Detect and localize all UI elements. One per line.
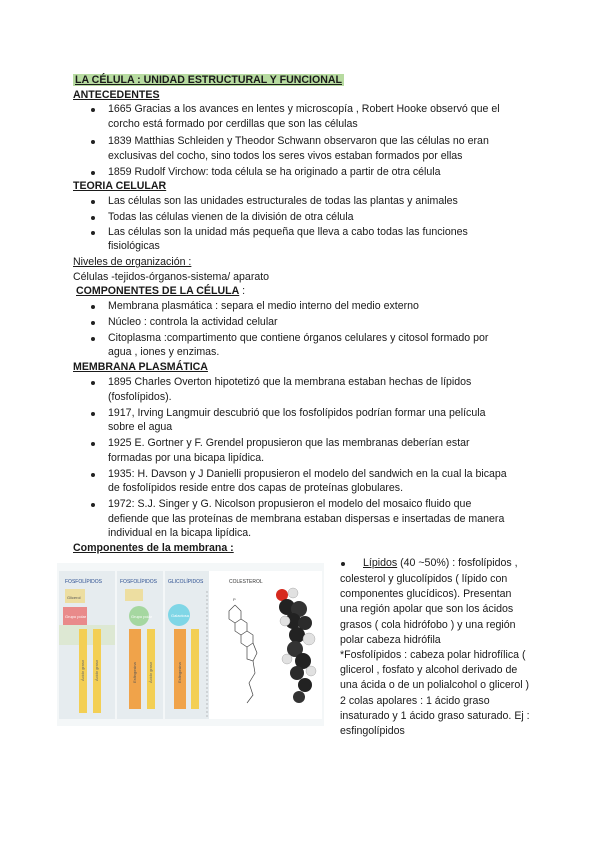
list-item-line: Las células son las unidades estructurales de todas las plantas y animales [108, 195, 458, 207]
niveles-text: Células -tejidos-órganos-sistema/ aparato [73, 271, 270, 283]
polar-group-label: Grupo polar [65, 614, 87, 619]
list-item-line: 1917, Irving Langmuir descubrió que los fosfolípidos podrían formar una película [108, 407, 486, 419]
lipidos-label: Lípidos [363, 557, 398, 569]
list-item-line: Membrana plasmática : separa el medio interno del medio externo [108, 300, 419, 312]
list-item-line: (fosfolípidos). [108, 391, 172, 403]
paragraph-line: esfingolípidos [340, 725, 405, 738]
section-heading-componentes [76, 284, 245, 299]
glycerol-label: Glicerol [67, 595, 81, 600]
componentes-heading-text: COMPONENTES DE LA CÉLULA [76, 285, 240, 297]
bullet [91, 442, 95, 446]
paragraph-line: una región apolar que son los ácidos [340, 603, 514, 616]
componentes-heading-suffix: : [239, 285, 246, 297]
p-label: P [233, 597, 236, 602]
title-text: LA CÉLULA : UNIDAD ESTRUCTURAL Y FUNCIONAL [75, 74, 342, 86]
list-item-line: 1972: S.J. Singer y G. Nicolson propusieron el modelo del mosaico fluido que [108, 498, 472, 510]
list-item-line: Citoplasma :compartimento que contiene órganos celulares y citosol formado por [108, 332, 489, 344]
section-heading-componentes-membrana: Componentes de la membrana : [73, 542, 234, 554]
glycerol-block [125, 589, 143, 601]
list-item-line: Núcleo : controla la actividad celular [108, 316, 278, 328]
paragraph-line: 2 colas apolares : 1 ácido graso [340, 694, 490, 707]
list-item-line: defiende que las proteínas de membrana estaban dispersas e insertadas de manera [108, 513, 505, 525]
galactose-label: Galactosa [171, 613, 190, 618]
paragraph-line: insaturado y 1 ácido graso saturado. Ej : [340, 709, 530, 722]
section-heading-antecedentes: ANTECEDENTES [73, 89, 160, 101]
list-item-line: formadas por una bicapa lipídica. [108, 452, 265, 464]
bullet [91, 337, 95, 341]
lipidos-rest: (40 ~50%) : fosfolípidos , [397, 557, 518, 569]
list-item-line: corcho está formado por cerdillas que son las células [108, 118, 358, 130]
bullet [91, 140, 95, 144]
list-item-line: de fosfolípidos reside entre dos capas de proteínas globulares. [108, 482, 404, 494]
tail-label: Ácido graso [94, 659, 99, 681]
list-item-line: 1925 E. Gortner y F. Grendel propusieron que las membranas deberían estar [108, 437, 470, 449]
bullet [91, 305, 95, 309]
list-item-line: 1665 Gracias a los avances en lentes y microscopía , Robert Hooke observó que el [108, 103, 500, 115]
list-item-line: Todas las células vienen de la división de otra célula [108, 211, 354, 223]
lipids-diagram [57, 563, 324, 726]
bullet [91, 200, 95, 204]
panel-title: GLICOLÍPIDOS [168, 579, 204, 585]
lipidos-line [363, 556, 518, 571]
bullet [91, 321, 95, 325]
paragraph-line: componentes glucídicos). Presentan [340, 588, 512, 601]
fatty-acid-tail [191, 629, 199, 709]
paragraph-line: grasos ( cola hidrófobo ) y una región [340, 618, 516, 631]
membrane-lipids-figure [57, 563, 324, 726]
list-item-line: fisiológicas [108, 240, 160, 252]
bullet [91, 503, 95, 507]
bullet [91, 171, 95, 175]
sphingosine-label: Esfingosina [177, 662, 182, 683]
paragraph-line: colesterol y glucolípidos ( lípido con [340, 573, 508, 585]
bullet [91, 231, 95, 235]
polar-group-label: Grupo polar [131, 614, 153, 619]
panel-title: FOSFOLÍPIDOS [120, 579, 157, 585]
list-item-line: individual en la bicapa lipídica. [108, 527, 252, 539]
paragraph-line: una ácida o de un polialcohol o glicerol ) [340, 679, 530, 692]
bullet [91, 381, 95, 385]
bullet [91, 473, 95, 477]
bullet [91, 216, 95, 220]
section-heading-teoria: TEORIA CELULAR [73, 180, 167, 192]
bullet [341, 562, 345, 566]
panel-bg [165, 571, 211, 719]
tail-label: Ácido graso [148, 661, 153, 683]
panel-bg [209, 571, 322, 719]
tail-label: Ácido graso [80, 659, 85, 681]
list-item-line: 1859 Rudolf Virchow: toda célula se ha originado a partir de otra célula [108, 166, 441, 178]
list-item-line: agua , iones y enzimas. [108, 346, 220, 358]
paragraph-line: polar cabeza hidrófila [340, 633, 441, 646]
list-item-line: Las células son la unidad más pequeña que lleva a cabo todas las funciones [108, 226, 468, 238]
panel-title: FOSFOLÍPIDOS [65, 579, 102, 585]
sphingosine-label: Esfingosina [132, 662, 137, 683]
section-heading-membrana: MEMBRANA PLASMÁTICA [73, 361, 208, 373]
bullet [91, 412, 95, 416]
paragraph-line: glicerol , fosfato y alcohol derivado de [340, 664, 518, 677]
list-item-line: 1895 Charles Overton hipotetizó que la membrana estaban hechas de lípidos [108, 376, 472, 388]
page-title [73, 73, 344, 88]
list-item-line: 1935: H. Davson y J Danielli propusieron el modelo del sandwich en la cual la bicapa [108, 468, 507, 480]
list-item-line: sobre el agua [108, 421, 173, 433]
bullet [91, 108, 95, 112]
panel-title: COLESTEROL [229, 579, 263, 585]
list-item-line: exclusivas del cocho, sino todos los seres vivos estaban formados por ellas [108, 150, 463, 162]
list-item-line: 1839 Matthias Schleiden y Theodor Schwann observaron que las células no eran [108, 135, 489, 147]
paragraph-line: *Fosfolípidos : cabeza polar hidrofílica ( [340, 649, 526, 662]
lipidos-paragraph [340, 572, 530, 739]
niveles-label: Niveles de organización : [73, 256, 192, 268]
